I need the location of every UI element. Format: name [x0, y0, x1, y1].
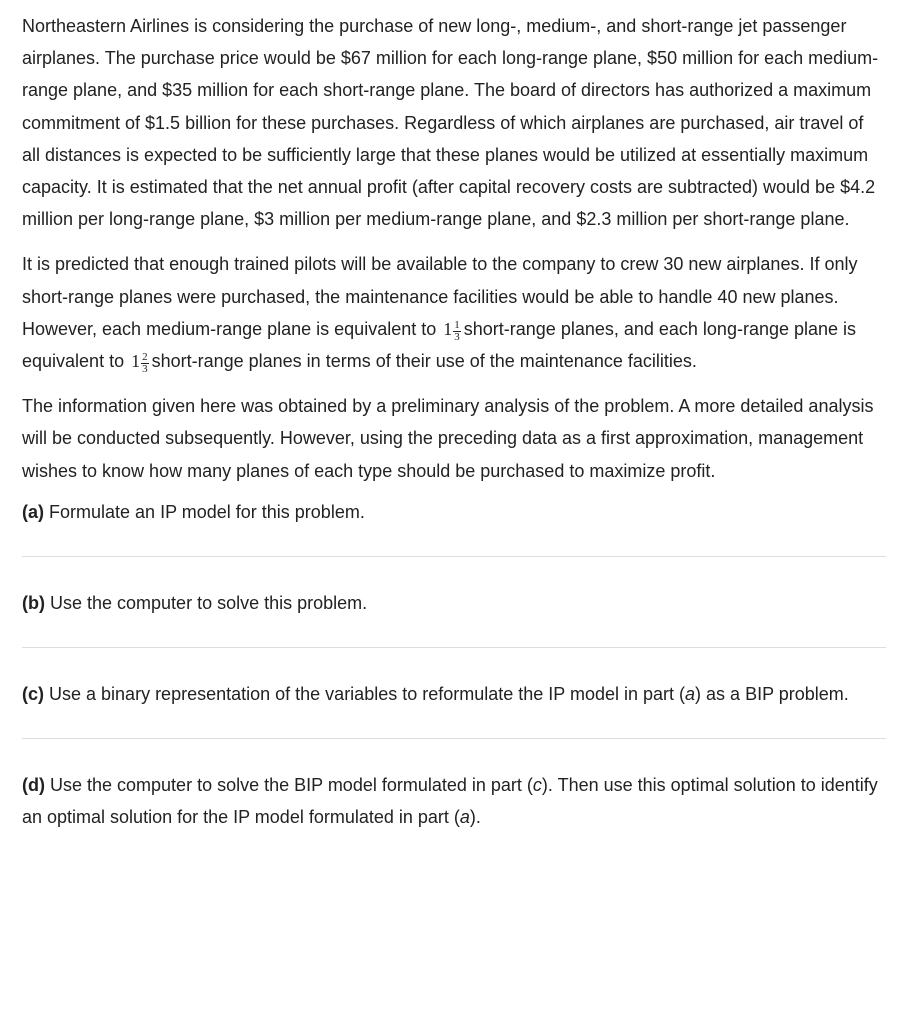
problem-paragraph-3: The information given here was obtained by a preliminary analysis of the problem. A more detailed analysis will be conducted subsequently. However, using the preceding data as a first approximation, management wishes to know how many planes of each type should be purchased to maximize profit.: [22, 396, 874, 481]
problem-paragraph-2: [22, 248, 886, 377]
part-d: (d) Use the computer to solve the BIP model formulated in part (c). Then use this optimal solution to identify an optimal solution for the IP model formulated in part (a).: [22, 774, 878, 827]
part-c: (c) Use a binary representation of the variables to reformulate the IP model in part (a) as a BIP problem.: [22, 683, 849, 704]
part-ref: a: [459, 806, 470, 827]
part-ref: c: [532, 774, 542, 795]
part-b-label: (b): [22, 592, 45, 613]
problem-content: [22, 10, 886, 833]
divider-a: [22, 556, 886, 557]
part-b: [22, 587, 886, 619]
part-d-label: (d): [22, 774, 45, 795]
mixed-fraction-one-third: 1 $\frac{1}{3}$: [443, 318, 460, 343]
paragraph-2-text-c: short-range planes in terms of their use of the maintenance facilities.: [151, 351, 697, 372]
part-c-label: (c): [22, 683, 44, 704]
divider-b: [22, 647, 886, 648]
part-b-text: Use the computer to solve this problem.: [50, 592, 368, 613]
paragraph-2-text-a: It is predicted that enough trained pilots will be available to the company to crew 30 new airplanes. If only short-range planes were purchased, the maintenance facilities would be able to handle 40 new planes. However, each medium-range plane is equivalent to: [22, 254, 858, 339]
part-a-text: Formulate an IP model for this problem.: [49, 501, 365, 522]
mixed-fraction-two-thirds: 1 $\frac{2}{3}$: [131, 351, 148, 376]
paragraph-2-text-b: short-range planes, and each long-range plane is equivalent to: [22, 318, 857, 372]
divider-c: [22, 738, 886, 739]
part-a-label: (a): [22, 501, 44, 522]
part-ref: a: [685, 683, 696, 704]
problem-paragraph-1: Northeastern Airlines is considering the purchase of new long-, medium-, and short-range jet passenger airplanes. The purchase price would be $67 million for each long-range plane, $50 million for each medium-range plane, and $35 million for each short-range plane. The board of directors has authorized a maximum commitment of $1.5 billion for these purchases. Regardless of which airplanes are purchased, air travel of all distances is expected to be sufficiently large that these planes would be utilized at essentially maximum capacity. It is estimated that the net annual profit (after capital recovery costs are subtracted) would be $4.2 million per long-range plane, $3 million per medium-range plane, and $2.3 million per short-range plane.: [22, 16, 879, 230]
part-a: [22, 496, 886, 528]
